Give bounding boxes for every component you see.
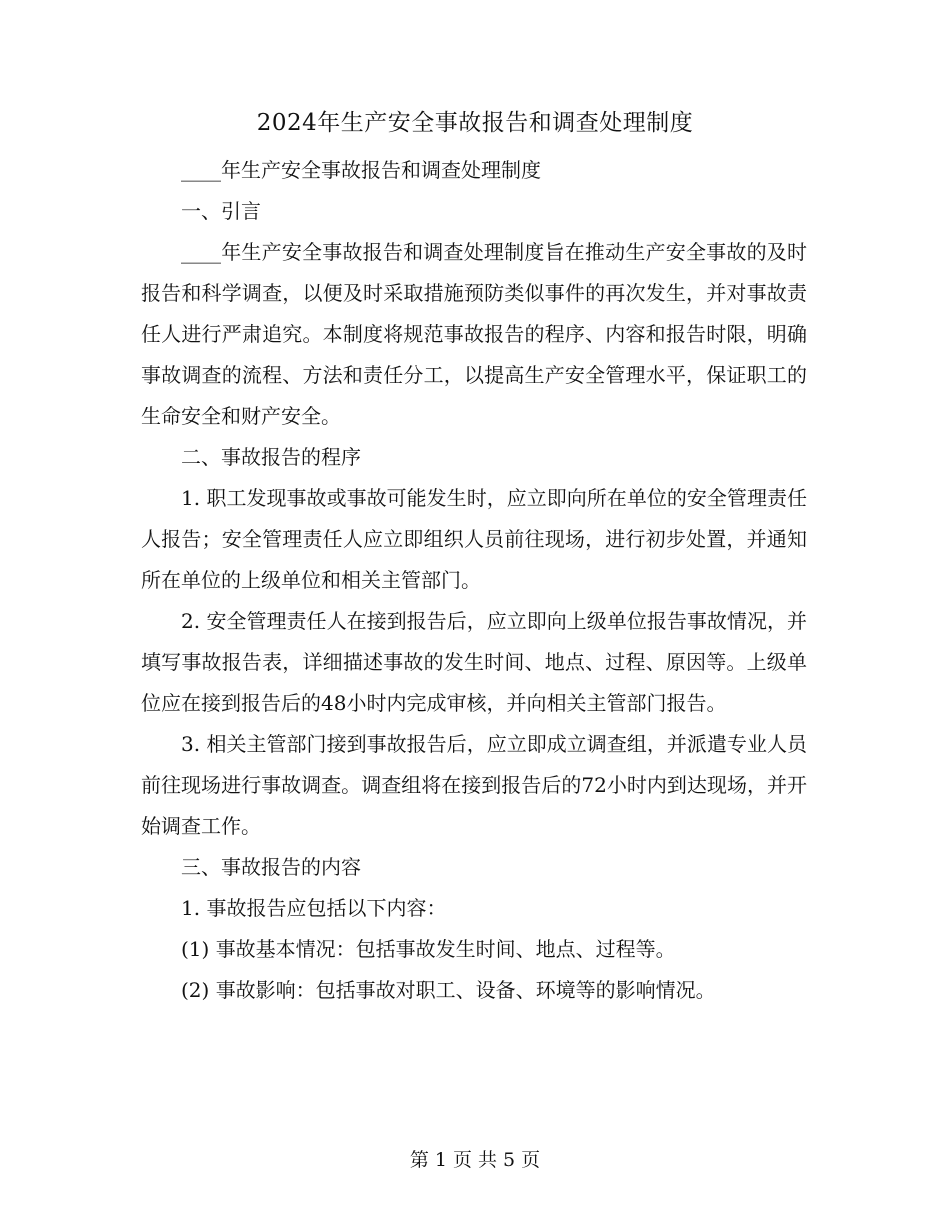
document-title: 2024年生产安全事故报告和调查处理制度 — [256, 110, 694, 136]
document-body — [141, 150, 807, 1011]
paragraph-content-1: 1. 事故报告应包括以下内容： — [181, 896, 447, 920]
paragraph-procedure-1: 1. 职工发现事故或事故可能发生时，应立即向所在单位的安全管理责任人报告；安全管理责任人应立即组织人员前往现场，进行初步处置，并通知所在单位的上级单位和相关主管部门。 — [141, 486, 807, 592]
page-number: 第 1 页 共 5 页 — [409, 1149, 541, 1171]
section-heading-introduction: 一、引言 — [181, 199, 261, 223]
paragraph-subtitle: ____年生产安全事故报告和调查处理制度 — [181, 158, 541, 182]
paragraph-introduction: ____年生产安全事故报告和调查处理制度旨在推动生产安全事故的及时报告和科学调查，以便及时采取措施预防类似事件的再次发生，并对事故责任人进行严肃追究。本制度将规范事故报告的程序、内容和报告时限，明确事故调查的流程、方法和责任分工，以提高生产安全管理水平，保证职工的生命安全和财产安全。 — [141, 240, 807, 428]
list-item-basic-info: (1) 事故基本情况：包括事故发生时间、地点、过程等。 — [181, 937, 676, 961]
paragraph-procedure-3: 3. 相关主管部门接到事故报告后，应立即成立调查组，并派遣专业人员前往现场进行事故调查。调查组将在接到报告后的72小时内到达现场，并开始调查工作。 — [141, 732, 807, 838]
paragraph-procedure-2: 2. 安全管理责任人在接到报告后，应立即向上级单位报告事故情况，并填写事故报告表，详细描述事故的发生时间、地点、过程、原因等。上级单位应在接到报告后的48小时内完成审核，并向相关主管部门报告。 — [141, 609, 807, 715]
list-item-impact: (2) 事故影响：包括事故对职工、设备、环境等的影响情况。 — [181, 978, 716, 1002]
section-heading-report-content: 三、事故报告的内容 — [181, 855, 361, 879]
section-heading-report-procedure: 二、事故报告的程序 — [181, 445, 361, 469]
